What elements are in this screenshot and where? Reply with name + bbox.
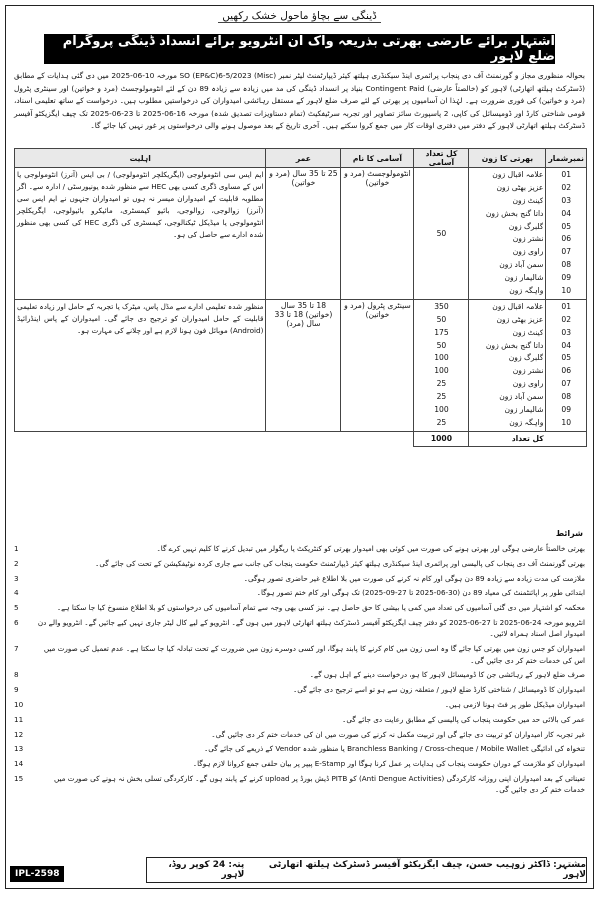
serial-number: 10 <box>561 417 572 427</box>
serial-number: 05 <box>561 353 572 363</box>
serial-number: 01 <box>561 301 572 311</box>
zone-name: علامہ اقبال زون <box>492 301 544 311</box>
intro-paragraph: بحوالہ منظوری مجاز و گورنمنٹ آف دی پنجاب پرائمری اینڈ سیکنڈری ہیلتھ کیئر ڈیپارٹمنٹ لیٹر نمبر SO (EP&C)6-5/2023 (Misc) مورخہ 10-06-2025 میں دی گئی ہدایات کے مطابق (ڈسٹرکٹ ہیلتھ اتھارٹی) لاہور کو (خالصتاً عارضی) Contingent Paid بنیاد پر انسداد ڈینگی کی مد میں زیادہ سے زیادہ 89 دن کے لئے انٹومولوجسٹ (مرد و خواتین) اور سینٹری پٹرول (مرد و خواتین) کی فوری ضرورت ہے۔ لہٰذا ان آسامیوں پر بھرتی کے لئے صرف ضلع لاہور کے مستقل رہائشی امیدواران کی درخواستیں مطلوب ہیں۔ درخواست کے ساتھ تعلیمی اسناد، قومی شناختی کارڈ اور ڈومیسائل کی کاپی، 2 پاسپورٹ سائز تصاویر اور تجربہ سرٹیفکیٹ (تمام دستاویزات تصدیق شدہ) مورخہ 16-06-2025 تا 23-06-2025 تک چیف ایگزیکٹو آفیسر ڈسٹرکٹ ہیلتھ اتھارٹی لاہور کے دفتر میں دفتری اوقات کار میں جمع کروا سکتے ہیں۔ آخری تاریخ کے بعد موصول ہونے والی درخواستوں پر غور نہیں کیا جائے گا۔ <box>14 71 586 131</box>
term-number: 15 <box>14 773 24 783</box>
zone-name: داتا گنج بخش زون <box>485 340 544 350</box>
term-number: 2 <box>14 558 19 568</box>
list-item <box>14 602 585 613</box>
list-item <box>14 699 585 710</box>
serial-number: 09 <box>561 273 572 283</box>
advertisement-page <box>5 5 594 889</box>
term-number: 4 <box>14 588 19 598</box>
zone-name: سمن آباد زون <box>499 392 544 402</box>
zone-count: 50 <box>436 340 447 350</box>
serial-number: 05 <box>561 221 572 231</box>
zone-count: 100 <box>434 366 449 376</box>
terms-list <box>14 543 585 799</box>
total-value: 1000 <box>414 431 469 446</box>
dengue-slogan <box>6 10 593 22</box>
zone-name: شالیمار زون <box>504 405 544 415</box>
serial-number: 07 <box>561 247 572 257</box>
serial-number: 08 <box>561 392 572 402</box>
zone-name: راوی زون <box>512 379 544 389</box>
header-count: کل تعداد آسامی <box>414 149 469 168</box>
term-number: 12 <box>14 729 24 739</box>
serial-list <box>546 168 587 300</box>
term-text: غیر تجربہ کار امیدواران کو تربیت دی جائے گی اور تربیت مکمل نہ کرنے کی صورت میں ان کی خدمات ختم کر دی جائیں گی۔ <box>211 729 585 739</box>
serial-number: 01 <box>561 170 572 179</box>
list-item <box>14 758 585 769</box>
serial-number: 03 <box>561 327 572 337</box>
list-item <box>14 543 585 554</box>
term-number: 6 <box>14 617 19 627</box>
header-serial: نمبرشمار <box>546 149 587 168</box>
list-item <box>14 669 585 680</box>
term-text: امیدواران کا ڈومیسائل / شناختی کارڈ ضلع لاہور / متعلقہ زون سے ہو تو اسے ترجیح دی جائے گی۔ <box>293 685 585 695</box>
serial-list <box>546 299 587 431</box>
list-item <box>14 643 585 666</box>
term-number: 13 <box>14 744 24 754</box>
qualification-text: منظور شدہ تعلیمی ادارے سے مڈل پاس، میٹرک یا تجربہ کے حامل اور زیادہ تعلیمی قابلیت کے حامل امیدواران کو ترجیح دی جائے گی۔ امیدواران کے پاس اینڈرائیڈ (Android) موبائل فون ہونا لازم ہے اور چلانے کی مہارت ہو۔ <box>15 299 266 431</box>
serial-number: 04 <box>561 208 572 218</box>
age-limit: 25 تا 35 سال (مرد و خواتین) <box>266 168 341 300</box>
term-text: بھرتی خالصتاً عارضی ہوگی اور بھرتی ہونے کی صورت میں کوئی بھی امیدوار بھرتی کو کنٹریکٹ یا ریگولر میں تبدیل کرنے کا کلیم نہیں کرے گا۔ <box>156 544 585 553</box>
serial-number: 07 <box>561 379 572 389</box>
term-text: بھرتی گورنمنٹ آف دی پنجاب کی پالیسی اور پرائمری اینڈ سیکنڈری ہیلتھ کیئر ڈیپارٹمنٹ حکومت پنجاب کی جانب سے جاری کردہ نوٹیفکیشن کے تحت کی جائے گی۔ <box>95 558 585 568</box>
zone-name: گلبرگ زون <box>508 221 544 231</box>
term-text: محکمہ کو اشتہار میں دی گئی آسامیوں کی تعداد میں کمی یا بیشی کا حق حاصل ہے۔ نیز کسی بھی وجہ سے تمام آسامیوں کی درخواستوں کو بلا اطلاع منسوخ کیا جا سکتا ہے۔ <box>56 603 585 613</box>
serial-number: 06 <box>561 366 572 376</box>
term-number: 8 <box>14 670 19 680</box>
header-qualification: اہلیت <box>15 149 266 168</box>
zone-list <box>469 299 546 431</box>
zone-name: گلبرگ زون <box>508 353 544 363</box>
term-text: تنخواہ کی ادائیگی Branchless Banking / Cross-cheque / Mobile Wallet یا منظور شدہ Vendor کے ذریعے کی جائے گی۔ <box>204 744 585 754</box>
total-label: کل تعداد <box>469 431 587 446</box>
serial-number: 03 <box>561 195 572 205</box>
header-age: عمر <box>266 149 341 168</box>
zone-list <box>469 168 546 300</box>
zone-name: علامہ اقبال زون <box>492 170 544 179</box>
post-name: سینٹری پٹرول (مرد و خواتین) <box>341 299 414 431</box>
serial-number: 08 <box>561 260 572 270</box>
vacancy-table <box>14 148 587 447</box>
header-zone: بھرتی کا زون <box>469 149 546 168</box>
post-name: انٹومولوجسٹ (مرد و خواتین) <box>341 168 414 300</box>
zone-count: 50 <box>436 314 447 324</box>
list-item <box>14 684 585 695</box>
serial-number: 02 <box>561 314 572 324</box>
term-text: امیدواران کو ملازمت کے دوران حکومت پنجاب کی ہدایات پر عمل کرنا ہوگا اور E-Stamp پیپر پر بیان حلفی جمع کروانا لازم ہوگا۔ <box>192 759 585 769</box>
list-item <box>14 587 585 598</box>
list-item <box>14 558 585 569</box>
table-header-row <box>15 149 587 168</box>
zone-count: 25 <box>436 392 447 402</box>
zone-name: واہگہ زون <box>509 286 544 296</box>
footer-box <box>146 857 587 883</box>
term-number: 10 <box>14 699 24 709</box>
post-count: 50 <box>414 168 469 300</box>
term-number: 9 <box>14 685 19 695</box>
zone-name: کینٹ زون <box>512 195 544 205</box>
header-post: آسامی کا نام <box>341 149 414 168</box>
zone-name: واہگہ زون <box>509 417 544 427</box>
zone-name: عزیز بھٹی زون <box>496 182 544 192</box>
zone-name: راوی زون <box>512 247 544 257</box>
zone-count: 25 <box>436 417 447 427</box>
term-text: امیدواران میڈیکل طور پر فٹ ہونا لازمی ہیں۔ <box>444 699 585 709</box>
age-limit: 18 تا 35 سال (خواتین) 18 تا 33 سال (مرد) <box>266 299 341 431</box>
list-item <box>14 729 585 740</box>
zone-name: نشتر زون <box>512 366 544 376</box>
table-row <box>15 299 587 431</box>
zone-name: سمن آباد زون <box>499 260 544 270</box>
term-number: 7 <box>14 644 19 654</box>
zone-count: 350 <box>434 301 449 311</box>
zone-count-list <box>414 299 469 431</box>
serial-number: 09 <box>561 405 572 415</box>
term-text: تعیناتی کے بعد امیدواران اپنی روزانہ کارکردگی (Anti Dengue Activities) کو PITB ڈیش بورڈ پر upload کرنے کے پابند ہوں گے۔ کارکردگی تسلی بخش نہ ہونے کی صورت میں خدمات ختم کر دی جائیں گی۔ <box>54 773 585 795</box>
term-text: انٹرویو مورخہ 24-06-2025 تا 27-06-2025 کو دفتر چیف ایگزیکٹو آفیسر ڈسٹرکٹ ہیلتھ اتھارٹی لاہور میں ہوں گے۔ انٹرویو کے لیے کال لیٹر جاری نہیں کیے جائیں گے۔ انٹرویو والے دن امیدوار اصل اسناد ہمراہ لائیں۔ <box>37 617 585 639</box>
serial-number: 06 <box>561 234 572 244</box>
total-row <box>15 431 587 446</box>
serial-number: 10 <box>561 286 572 296</box>
zone-name: داتا گنج بخش زون <box>485 208 544 218</box>
list-item <box>14 773 585 796</box>
list-item <box>14 743 585 754</box>
term-number: 5 <box>14 603 19 613</box>
zone-name: کینٹ زون <box>512 327 544 337</box>
term-number: 1 <box>14 544 19 553</box>
terms-heading: شرائط <box>555 529 583 538</box>
zone-name: شالیمار زون <box>504 273 544 283</box>
list-item <box>14 714 585 725</box>
term-text: ملازمت کی مدت زیادہ سے زیادہ 89 دن ہوگی اور کام نہ کرنے کی صورت میں بلا اطلاع غیر حاضری تصور ہوگی۔ <box>243 573 585 583</box>
term-text: امیدواران کو جس زون میں بھرتی کیا جائے گا وہ اسی زون میں کام کرنے کا پابند ہوگا، اور کسی دوسرے زون میں ضرورت کے تحت تبادلہ کیا جا سکتا ہے۔ عدم تعمیل کی صورت میں اس کی خدمات ختم کر دی جائیں گی۔ <box>43 644 585 665</box>
address-text: پتہ: 24 کوپر روڈ، لاہور <box>168 860 245 880</box>
term-number: 14 <box>14 759 24 769</box>
serial-number: 02 <box>561 182 572 192</box>
zone-count: 25 <box>436 379 447 389</box>
term-text: ابتدائی طور پر اپائنٹمنٹ کی معیاد 89 دن (30-06-2025 تا 27-09-2025) تک ہوگی اور کام ختم تصور ہوگا۔ <box>256 588 585 598</box>
total-blank <box>15 431 414 446</box>
zone-name: نشتر زون <box>512 234 544 244</box>
slogan-text: ڈینگی سے بچاؤ ماحول خشک رکھیں <box>218 10 381 23</box>
list-item <box>14 617 585 640</box>
term-number: 11 <box>14 714 24 724</box>
zone-count: 100 <box>434 353 449 363</box>
qualification-text: ایم ایس سی انٹومولوجی (ایگریکلچر انٹومولوجی) / بی ایس (آنرز) انٹومولوجی یا اس کے مساوی ڈگری کسی بھی HEC سے منظور شدہ یونیورسٹی / ادارہ سے۔ اگر مطلوبہ قابلیت کے امیدواران میسر نہ ہوں تو امیدواران جنہوں نے ایم ایس سی (آنرز) زوالوجی، زوالوجی، بائیو کیمسٹری، مائیکرو بائیولوجی، ایگریکلچر انٹومولوجی یا میڈیکل ٹیکنالوجی، کیمسٹری کی ڈگری HEC کی کسی بھی منظور شدہ ادارے سے حاصل کی ہو۔ <box>15 168 266 300</box>
term-text: عمر کی بالائی حد میں حکومت پنجاب کی پالیسی کے مطابق رعایت دی جائے گی۔ <box>342 714 585 724</box>
title-banner: اشتہار برائے عارضی بھرتی بذریعہ واک ان انٹرویو برائے انسداد ڈینگی پروگرام ضلع لاہور <box>44 34 555 64</box>
zone-name: عزیز بھٹی زون <box>496 314 544 324</box>
zone-count: 100 <box>434 405 449 415</box>
term-text: صرف ضلع لاہور کے رہائشی جن کا ڈومیسائل لاہور کا ہو، درخواست دینے کے اہل ہوں گے۔ <box>309 670 585 680</box>
zone-count: 175 <box>434 327 449 337</box>
table-row <box>15 168 587 300</box>
advertiser-text: مشتہر: ڈاکٹر زوہیب حسن، چیف ایگزیکٹو آفیسر ڈسٹرکٹ ہیلتھ اتھارٹی لاہور <box>268 860 586 880</box>
ipl-code: IPL-2598 <box>10 866 64 882</box>
list-item <box>14 573 585 584</box>
serial-number: 04 <box>561 340 572 350</box>
term-number: 3 <box>14 573 19 583</box>
